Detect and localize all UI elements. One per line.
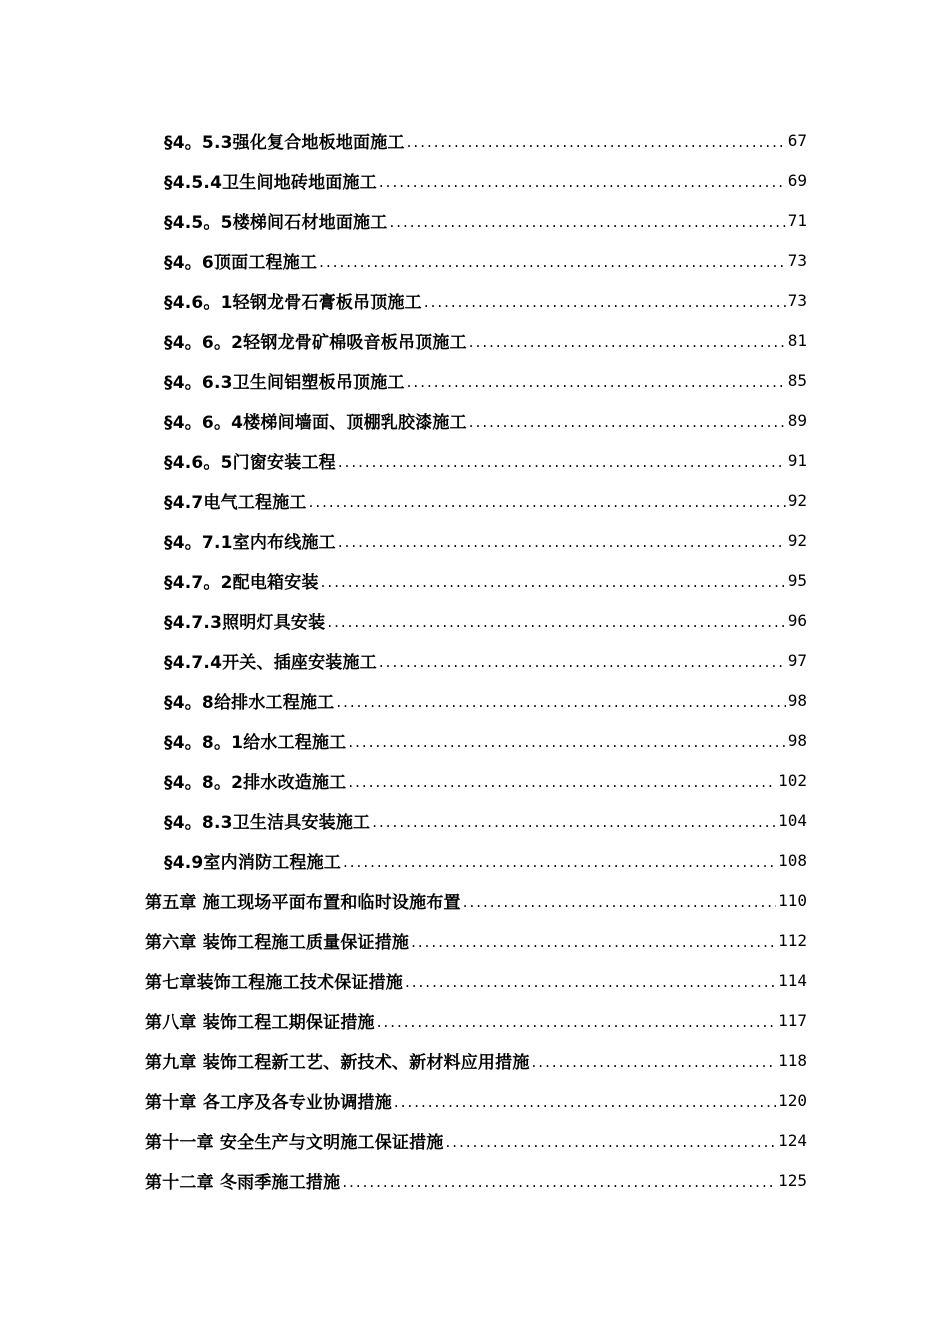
toc-entry-title: §4。6。2轻钢龙骨矿棉吸音板吊顶施工 <box>164 332 467 353</box>
toc-entry[interactable] <box>0 280 950 320</box>
toc-entry-page: 96 <box>787 610 807 630</box>
dot-leader <box>379 171 786 190</box>
dot-leader <box>446 1131 777 1150</box>
toc-entry[interactable] <box>0 1160 950 1200</box>
toc-entry-page: 102 <box>778 770 807 790</box>
toc-entry[interactable] <box>0 1120 950 1160</box>
toc-entry-title: 第六章 装饰工程施工质量保证措施 <box>145 932 410 953</box>
toc-entry-title: 第十一章 安全生产与文明施工保证措施 <box>145 1132 444 1153</box>
toc-entry[interactable] <box>0 840 950 880</box>
dot-leader <box>309 491 786 510</box>
toc-entry[interactable] <box>0 640 950 680</box>
dot-leader <box>407 371 786 390</box>
toc-entry[interactable] <box>0 760 950 800</box>
toc-entry-page: 73 <box>787 250 807 270</box>
toc-entry-page: 118 <box>778 1050 807 1070</box>
dot-leader <box>469 331 786 350</box>
toc-entry-page: 98 <box>787 690 807 710</box>
dot-leader <box>407 131 786 150</box>
dot-leader <box>411 931 776 950</box>
toc-entry-page: 104 <box>778 810 807 830</box>
toc-entry-page: 124 <box>778 1130 807 1150</box>
toc-entry-title: §4。8。2排水改造施工 <box>164 772 347 793</box>
toc-entry-title: §4.5。5楼梯间石材地面施工 <box>164 212 388 233</box>
toc-entry-title: §4。6顶面工程施工 <box>164 252 318 273</box>
toc-entry-page: 92 <box>787 530 807 550</box>
toc-entry-title: §4。5.3强化复合地板地面施工 <box>164 132 405 153</box>
toc-entry[interactable] <box>0 200 950 240</box>
toc-entry-page: 98 <box>787 730 807 750</box>
toc-entry-title: §4。6.3卫生间铝塑板吊顶施工 <box>164 372 405 393</box>
toc-entry[interactable] <box>0 1080 950 1120</box>
toc-entry[interactable] <box>0 800 950 840</box>
toc-entry-page: 112 <box>778 930 807 950</box>
toc-entry-page: 92 <box>787 490 807 510</box>
toc-entry[interactable] <box>0 480 950 520</box>
dot-leader <box>348 731 785 750</box>
toc-entry[interactable] <box>0 360 950 400</box>
toc-entry-title: §4.7。2配电箱安装 <box>164 572 319 593</box>
toc-entry[interactable] <box>0 600 950 640</box>
toc-entry-title: §4.9室内消防工程施工 <box>164 852 342 873</box>
toc-entry-page: 120 <box>778 1090 807 1110</box>
toc-entry[interactable] <box>0 720 950 760</box>
toc-entry[interactable] <box>0 1040 950 1080</box>
dot-leader <box>319 251 786 270</box>
dot-leader <box>532 1051 777 1070</box>
dot-leader <box>469 411 786 430</box>
toc-entry[interactable] <box>0 560 950 600</box>
dot-leader <box>348 771 776 790</box>
dot-leader <box>424 291 786 310</box>
toc-entry-title: §4.6。1轻钢龙骨石膏板吊顶施工 <box>164 292 422 313</box>
toc-entry[interactable] <box>0 920 950 960</box>
toc-entry[interactable] <box>0 440 950 480</box>
toc-entry[interactable] <box>0 120 950 160</box>
toc-entry-title: 第八章 装饰工程工期保证措施 <box>145 1012 375 1033</box>
toc-entry[interactable] <box>0 320 950 360</box>
table-of-contents <box>0 120 950 1200</box>
toc-entry-page: 117 <box>778 1010 807 1030</box>
toc-entry[interactable] <box>0 680 950 720</box>
toc-entry-page: 85 <box>787 370 807 390</box>
toc-entry-title: 第十章 各工序及各专业协调措施 <box>145 1092 392 1113</box>
toc-entry-page: 108 <box>778 850 807 870</box>
toc-entry-title: §4。6。4楼梯间墙面、顶棚乳胶漆施工 <box>164 412 467 433</box>
dot-leader <box>342 1171 776 1190</box>
dot-leader <box>405 971 776 990</box>
dot-leader <box>321 571 786 590</box>
toc-entry-title: §4.7.4开关、插座安装施工 <box>164 652 377 673</box>
dot-leader <box>338 531 786 550</box>
toc-entry-title: §4。8。1给水工程施工 <box>164 732 347 753</box>
dot-leader <box>377 1011 776 1030</box>
toc-entry-title: §4。8.3卫生洁具安装施工 <box>164 812 371 833</box>
toc-entry-page: 114 <box>778 970 807 990</box>
toc-entry-title: §4。8给排水工程施工 <box>164 692 335 713</box>
toc-entry-title: §4。7.1室内布线施工 <box>164 532 336 553</box>
dot-leader <box>327 611 785 630</box>
toc-entry[interactable] <box>0 880 950 920</box>
dot-leader <box>372 811 776 830</box>
toc-entry-title: 第十二章 冬雨季施工措施 <box>145 1172 341 1193</box>
toc-entry-page: 73 <box>787 290 807 310</box>
toc-entry[interactable] <box>0 240 950 280</box>
toc-entry-page: 67 <box>787 130 807 150</box>
toc-entry-page: 81 <box>787 330 807 350</box>
toc-entry-page: 125 <box>778 1170 807 1190</box>
toc-entry-title: 第五章 施工现场平面布置和临时设施布置 <box>145 892 461 913</box>
dot-leader <box>389 211 785 230</box>
toc-entry-title: 第七章装饰工程施工技术保证措施 <box>145 972 403 993</box>
toc-entry-title: §4.5.4卫生间地砖地面施工 <box>164 172 377 193</box>
toc-entry-page: 110 <box>778 890 807 910</box>
toc-entry[interactable] <box>0 960 950 1000</box>
toc-entry-page: 97 <box>787 650 807 670</box>
toc-entry-page: 69 <box>787 170 807 190</box>
dot-leader <box>394 1091 776 1110</box>
toc-entry-page: 95 <box>787 570 807 590</box>
toc-entry-page: 91 <box>787 450 807 470</box>
dot-leader <box>343 851 776 870</box>
dot-leader <box>463 891 776 910</box>
toc-entry-title: §4.7电气工程施工 <box>164 492 307 513</box>
toc-entry[interactable] <box>0 1000 950 1040</box>
dot-leader <box>336 691 785 710</box>
toc-entry[interactable] <box>0 520 950 560</box>
dot-leader <box>379 651 786 670</box>
toc-entry-page: 71 <box>787 210 807 230</box>
toc-entry-title: §4.6。5门窗安装工程 <box>164 452 336 473</box>
toc-entry-page: 89 <box>787 410 807 430</box>
toc-entry[interactable] <box>0 160 950 200</box>
toc-entry-title: 第九章 装饰工程新工艺、新技术、新材料应用措施 <box>145 1052 530 1073</box>
dot-leader <box>338 451 786 470</box>
toc-entry[interactable] <box>0 400 950 440</box>
toc-entry-title: §4.7.3照明灯具安装 <box>164 612 326 633</box>
